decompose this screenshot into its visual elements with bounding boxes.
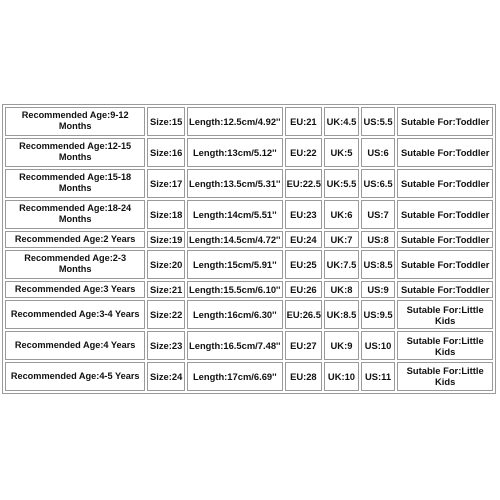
table-row <box>5 107 493 136</box>
us-size-cell: US:7 <box>361 200 396 229</box>
table-row <box>5 331 493 360</box>
recommended-age-cell: Recommended Age:3-4 Years <box>5 300 145 329</box>
eu-size-cell: EU:27 <box>285 331 323 360</box>
eu-size-cell: EU:22.5 <box>285 169 323 198</box>
size-cell: Size:16 <box>147 138 185 167</box>
recommended-age-cell: Recommended Age:4 Years <box>5 331 145 360</box>
uk-size-cell: UK:6 <box>324 200 359 229</box>
size-chart-table <box>2 104 496 394</box>
suitable-for-cell: Sutable For:Little Kids <box>397 362 493 391</box>
uk-size-cell: UK:7 <box>324 231 359 248</box>
suitable-for-cell: Sutable For:Toddler <box>397 138 493 167</box>
eu-size-cell: EU:21 <box>285 107 323 136</box>
size-cell: Size:15 <box>147 107 185 136</box>
recommended-age-cell: Recommended Age:18-24 Months <box>5 200 145 229</box>
table-row <box>5 231 493 248</box>
us-size-cell: US:5.5 <box>361 107 396 136</box>
recommended-age-cell: Recommended Age:4-5 Years <box>5 362 145 391</box>
table-row <box>5 138 493 167</box>
eu-size-cell: EU:24 <box>285 231 323 248</box>
recommended-age-cell: Recommended Age:9-12 Months <box>5 107 145 136</box>
size-cell: Size:20 <box>147 250 185 279</box>
table-row <box>5 281 493 298</box>
foot-length-cell: Length:14cm/5.51'' <box>187 200 283 229</box>
foot-length-cell: Length:12.5cm/4.92'' <box>187 107 283 136</box>
size-cell: Size:18 <box>147 200 185 229</box>
size-cell: Size:17 <box>147 169 185 198</box>
suitable-for-cell: Sutable For:Little Kids <box>397 300 493 329</box>
recommended-age-cell: Recommended Age:12-15 Months <box>5 138 145 167</box>
foot-length-cell: Length:13.5cm/5.31'' <box>187 169 283 198</box>
us-size-cell: US:9 <box>361 281 396 298</box>
table-row <box>5 300 493 329</box>
eu-size-cell: EU:26.5 <box>285 300 323 329</box>
eu-size-cell: EU:25 <box>285 250 323 279</box>
uk-size-cell: UK:8.5 <box>324 300 359 329</box>
foot-length-cell: Length:17cm/6.69'' <box>187 362 283 391</box>
uk-size-cell: UK:5 <box>324 138 359 167</box>
uk-size-cell: UK:9 <box>324 331 359 360</box>
foot-length-cell: Length:16.5cm/7.48'' <box>187 331 283 360</box>
uk-size-cell: UK:10 <box>324 362 359 391</box>
recommended-age-cell: Recommended Age:2 Years <box>5 231 145 248</box>
foot-length-cell: Length:16cm/6.30'' <box>187 300 283 329</box>
foot-length-cell: Length:15cm/5.91'' <box>187 250 283 279</box>
suitable-for-cell: Sutable For:Toddler <box>397 231 493 248</box>
uk-size-cell: UK:5.5 <box>324 169 359 198</box>
us-size-cell: US:6 <box>361 138 396 167</box>
recommended-age-cell: Recommended Age:2-3 Months <box>5 250 145 279</box>
size-cell: Size:21 <box>147 281 185 298</box>
table-row <box>5 250 493 279</box>
recommended-age-cell: Recommended Age:15-18 Months <box>5 169 145 198</box>
foot-length-cell: Length:13cm/5.12'' <box>187 138 283 167</box>
suitable-for-cell: Sutable For:Toddler <box>397 281 493 298</box>
suitable-for-cell: Sutable For:Toddler <box>397 107 493 136</box>
eu-size-cell: EU:26 <box>285 281 323 298</box>
table-row <box>5 200 493 229</box>
size-cell: Size:24 <box>147 362 185 391</box>
size-chart-body <box>5 107 493 391</box>
us-size-cell: US:6.5 <box>361 169 396 198</box>
eu-size-cell: EU:28 <box>285 362 323 391</box>
uk-size-cell: UK:7.5 <box>324 250 359 279</box>
eu-size-cell: EU:22 <box>285 138 323 167</box>
suitable-for-cell: Sutable For:Toddler <box>397 200 493 229</box>
uk-size-cell: UK:4.5 <box>324 107 359 136</box>
suitable-for-cell: Sutable For:Little Kids <box>397 331 493 360</box>
uk-size-cell: UK:8 <box>324 281 359 298</box>
table-row <box>5 169 493 198</box>
size-cell: Size:23 <box>147 331 185 360</box>
eu-size-cell: EU:23 <box>285 200 323 229</box>
size-cell: Size:19 <box>147 231 185 248</box>
suitable-for-cell: Sutable For:Toddler <box>397 250 493 279</box>
suitable-for-cell: Sutable For:Toddler <box>397 169 493 198</box>
size-cell: Size:22 <box>147 300 185 329</box>
table-row <box>5 362 493 391</box>
us-size-cell: US:11 <box>361 362 396 391</box>
us-size-cell: US:8.5 <box>361 250 396 279</box>
us-size-cell: US:8 <box>361 231 396 248</box>
us-size-cell: US:10 <box>361 331 396 360</box>
recommended-age-cell: Recommended Age:3 Years <box>5 281 145 298</box>
foot-length-cell: Length:14.5cm/4.72'' <box>187 231 283 248</box>
us-size-cell: US:9.5 <box>361 300 396 329</box>
foot-length-cell: Length:15.5cm/6.10'' <box>187 281 283 298</box>
